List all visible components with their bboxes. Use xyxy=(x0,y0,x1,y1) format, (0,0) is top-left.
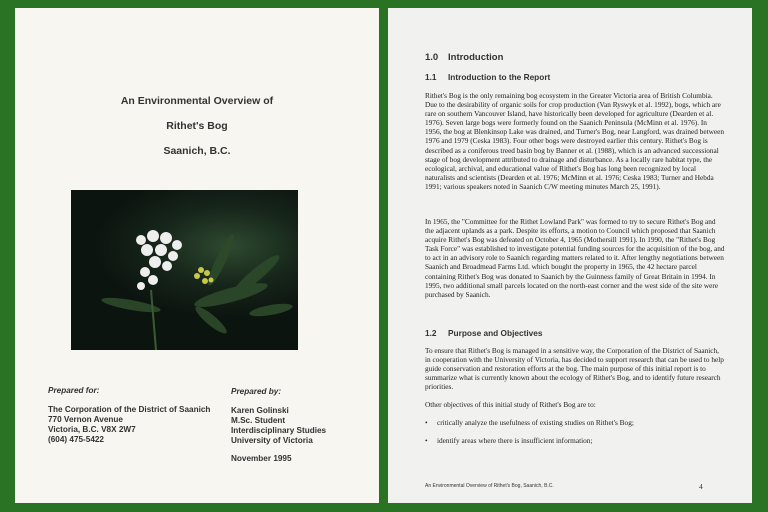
paragraph: Other objectives of this initial study of Rithet's Bog are to: xyxy=(425,400,596,409)
prepared-for-line: (604) 475-5422 xyxy=(48,435,104,444)
report-page xyxy=(388,8,752,503)
prepared-by-line: M.Sc. Student xyxy=(231,416,286,425)
bullet-text: critically analyze the usefulness of existing studies on Rithet's Bog; xyxy=(437,418,634,427)
paragraph: To ensure that Rithet's Bog is managed in a sensitive way, the Corporation of the District of Saanich, in cooperation with the University of Victoria, has decided to support research that can be used to help guide conservation and restoration efforts at the bog. The main purpose of this initial report is to summarize what is currently known about the ecology of Rithet's Bog, and to identify future research priorities. xyxy=(425,346,724,392)
prepared-by-line: University of Victoria xyxy=(231,436,313,445)
bullet-icon: • xyxy=(425,436,428,445)
prepared-by-line: Karen Golinski xyxy=(231,406,289,415)
cover-photo xyxy=(71,190,298,350)
prepared-by-line: Interdisciplinary Studies xyxy=(231,426,327,435)
heading-1-1 xyxy=(425,72,725,82)
cover-title-line-1: An Environmental Overview of xyxy=(120,95,274,107)
paragraph: In 1965, the "Committee for the Rithet Lowland Park" was formed to try to secure Rithet's Bog and the adjacent uplands as a park. Despite its efforts, a motion to Council which proposed that Saanich acquire Rithet's Bog was defeated on October 4, 1965 (Mothersill 1991). In 1990, the "Rithet's Bog Task Force" was established to investigate potential funding sources for the acquisition of the bog, and to act in an advisory role to Saanich regarding matters related to it. After lengthy negotiations between Saanich and Broadmead Farms Ltd. which bought the property in 1965, the 42 hectare parcel containing Rithet's Bog was donated to Saanich by the Guinness family of Great Britain in 1994. In 1995, two additional small parcels located on the north-east corner and the west side of the site were purchased by Saanich. xyxy=(425,217,725,299)
paragraph: Rithet's Bog is the only remaining bog ecosystem in the Greater Victoria area of British Columbia. Due to the desirability of organic soils for crop production (Van Ryswyk et al. 1992), bogs, which are rare on southern Vancouver Island, have historically been developed for agriculture (Dearden et al. 1976). Seven large bogs were formerly found on the Saanich Peninsula (McMinn et al. 1976). In 1956, the bog at Blenkinsop Lake was drained, and Turner's Bog, near Langford, was drained between 1976 and 1979 (Ceska 1983). Four other bogs were destroyed earlier this century. Rithet's Bog is described as a coniferous treed basin bog by Banner et al. (1988), which is an advanced successional stage of bog development attributed to drainage and disturbance. As a locally rare habitat type, the ecological, archival, and educational value of Rithet's Bog has long been recognized by local naturalists and scientists (Dearden et al. 1976; McMinn et al. 1976; Ceska 1983; Turner and Hebda 1991; various speakers noted in Saanich C/W meeting minutes March 25, 1991). xyxy=(425,91,724,191)
prepared-for-line: The Corporation of the District of Saanich xyxy=(48,405,211,414)
section-number: 1.1 xyxy=(425,72,437,82)
prepared-for-block xyxy=(48,386,210,445)
prepared-for-heading: Prepared for: xyxy=(48,386,100,395)
page-footer: An Environmental Overview of Rithet's Bog, Saanich, B.C. xyxy=(425,483,554,489)
section-number: 1.0 xyxy=(425,52,439,63)
cover-page xyxy=(15,8,379,503)
prepared-for-line: Victoria, B.C. V8X 2W7 xyxy=(48,425,136,434)
section-title: Purpose and Objectives xyxy=(448,328,543,338)
bullet-icon: • xyxy=(425,418,428,427)
prepared-by-heading: Prepared by: xyxy=(231,387,282,396)
flower-photo-icon xyxy=(71,190,298,350)
bullet-item xyxy=(425,418,725,427)
report-date: November 1995 xyxy=(231,454,292,463)
prepared-for-line: 770 Vernon Avenue xyxy=(48,415,123,424)
section-title: Introduction xyxy=(448,52,504,63)
bullet-text: identify areas where there is insufficient information; xyxy=(437,436,593,445)
heading-1-2 xyxy=(425,328,725,338)
section-title: Introduction to the Report xyxy=(448,72,551,82)
page-number: 4 xyxy=(699,482,703,491)
cover-title-line-2: Rithet's Bog xyxy=(166,120,228,132)
bullet-item xyxy=(425,436,725,445)
prepared-by-block xyxy=(231,387,326,464)
cover-title-line-3: Saanich, B.C. xyxy=(163,145,231,157)
heading-1-0 xyxy=(425,52,725,63)
section-number: 1.2 xyxy=(425,328,437,338)
